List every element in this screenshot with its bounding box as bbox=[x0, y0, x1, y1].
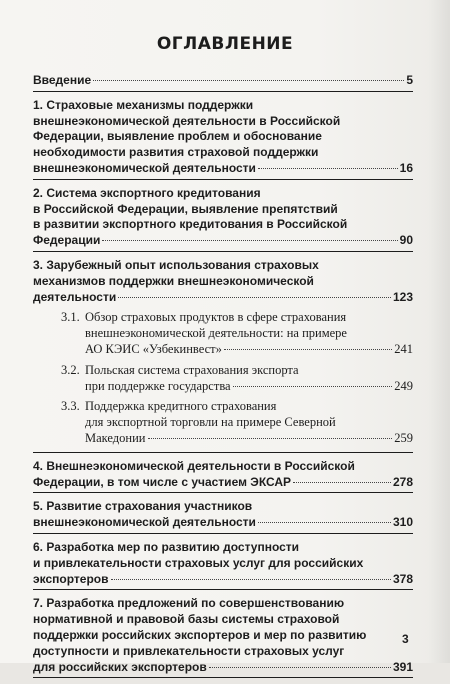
toc-entry-chapter-5[interactable] bbox=[33, 499, 413, 531]
toc-entry-chapter-6[interactable] bbox=[33, 540, 413, 587]
toc-entry-line: для экспортной торговли на примере Северной bbox=[85, 415, 336, 430]
toc-entry-chapter-2[interactable] bbox=[33, 186, 413, 249]
toc-page-number: 310 bbox=[392, 515, 413, 530]
divider bbox=[33, 677, 413, 678]
dot-leader bbox=[111, 579, 391, 580]
section-number: 3.2. bbox=[61, 362, 80, 377]
toc-entry-line: внешнеэкономической деятельности bbox=[33, 160, 256, 175]
toc-page-number: 391 bbox=[392, 659, 413, 674]
section-number: 3.3. bbox=[61, 399, 80, 414]
toc-entry-line: доступности и привлекательности страховых услуг bbox=[33, 643, 345, 658]
toc-entry-line: Польская система страхования экспорта bbox=[85, 362, 299, 377]
toc-page-number: 90 bbox=[399, 233, 413, 248]
toc-page-number: 259 bbox=[394, 430, 413, 445]
toc-entry-line: Федерации bbox=[33, 233, 101, 248]
toc-entry-line: внешнеэкономической деятельности: на примере bbox=[85, 326, 347, 341]
toc-entry-line: 3. Зарубежный опыт использования страховых bbox=[33, 257, 319, 272]
page-edge-shadow bbox=[428, 0, 450, 663]
toc-entry-line: Федерации, в том числе с участием ЭКСАР bbox=[33, 474, 292, 489]
dot-leader bbox=[293, 482, 391, 483]
toc-entry-chapter-4[interactable] bbox=[33, 459, 413, 491]
toc-entry-introduction[interactable] bbox=[33, 73, 413, 89]
toc-entry-line: при поддержке государства bbox=[85, 378, 231, 393]
toc-entry-line: в Российской Федерации, выявление препятствий bbox=[33, 201, 338, 216]
toc-page-number: 5 bbox=[406, 73, 413, 87]
toc-entry-line: Поддержка кредитного страхования bbox=[85, 399, 277, 414]
section-number: 3.1. bbox=[61, 310, 80, 325]
page-number: 3 bbox=[402, 632, 409, 646]
toc-page-number: 378 bbox=[392, 571, 413, 586]
dot-leader bbox=[148, 438, 393, 439]
toc-entry-line: 1. Страховые механизмы поддержки bbox=[33, 97, 254, 112]
toc-entry-line: АО КЭИС «Узбекинвест» bbox=[85, 341, 222, 356]
dot-leader bbox=[102, 240, 397, 241]
toc-page-number: 123 bbox=[392, 289, 413, 304]
toc-page-number: 278 bbox=[392, 474, 413, 489]
toc-page-number: 241 bbox=[394, 341, 413, 356]
toc-entry-line: Македонии bbox=[85, 430, 146, 445]
divider bbox=[33, 179, 413, 180]
page-title: ОГЛАВЛЕНИЕ bbox=[156, 34, 294, 54]
toc-entry-line: нормативной и правовой базы системы страховой bbox=[33, 612, 340, 627]
dot-leader bbox=[209, 667, 391, 668]
toc-entry-section-3-2[interactable] bbox=[33, 363, 413, 395]
toc-entry-line: экспортеров bbox=[33, 571, 109, 586]
toc-entry-line: и привлекательности страховых услуг для российских bbox=[33, 555, 364, 570]
toc-entry-line: механизмов поддержки внешнеэкономической bbox=[33, 273, 314, 288]
toc-entry-line: необходимости развития страховой поддержки bbox=[33, 145, 319, 160]
dot-leader bbox=[93, 80, 404, 81]
toc-entry-chapter-3[interactable] bbox=[33, 258, 413, 305]
toc-entry-line: 5. Развитие страхования участников bbox=[33, 499, 253, 514]
divider bbox=[33, 452, 413, 453]
toc-entry-line: внешнеэкономической деятельности в Российской bbox=[33, 113, 341, 128]
toc-entry-line: внешнеэкономической деятельности bbox=[33, 515, 256, 530]
toc-entry-line: Обзор страховых продуктов в сфере страхования bbox=[85, 310, 347, 325]
toc-page-number: 249 bbox=[394, 378, 413, 393]
toc-entry-chapter-1[interactable] bbox=[33, 98, 413, 177]
divider bbox=[33, 533, 413, 534]
dot-leader bbox=[233, 386, 393, 387]
toc-entry-line: в развитии экспортного кредитования в Российской bbox=[33, 217, 348, 232]
toc-page-number: 16 bbox=[399, 160, 413, 175]
dot-leader bbox=[118, 297, 391, 298]
dot-leader bbox=[258, 168, 398, 169]
toc-entry-line: 7. Разработка предложений по совершенствованию bbox=[33, 596, 345, 611]
divider bbox=[33, 589, 413, 590]
table-of-contents bbox=[33, 73, 413, 684]
toc-entry-title: Введение bbox=[33, 73, 92, 87]
toc-entry-line: Федерации, выявление проблем и обоснование bbox=[33, 129, 322, 144]
dot-leader bbox=[224, 349, 392, 350]
toc-entry-line: деятельности bbox=[33, 289, 117, 304]
divider bbox=[33, 492, 413, 493]
toc-entry-line: 2. Система экспортного кредитования bbox=[33, 185, 261, 200]
toc-entry-line: 4. Внешнеэкономической деятельности в Российской bbox=[33, 458, 355, 473]
dot-leader bbox=[258, 522, 391, 523]
toc-entry-section-3-1[interactable] bbox=[33, 310, 413, 357]
divider bbox=[33, 91, 413, 92]
toc-entry-line: для российских экспортеров bbox=[33, 659, 207, 674]
toc-entry-line: поддержки российских экспортеров и мер по развитию bbox=[33, 627, 367, 642]
divider bbox=[33, 251, 413, 252]
toc-entry-line: 6. Разработка мер по развитию доступности bbox=[33, 539, 300, 554]
toc-entry-chapter-7[interactable] bbox=[33, 596, 413, 675]
toc-entry-section-3-3[interactable] bbox=[33, 399, 413, 446]
